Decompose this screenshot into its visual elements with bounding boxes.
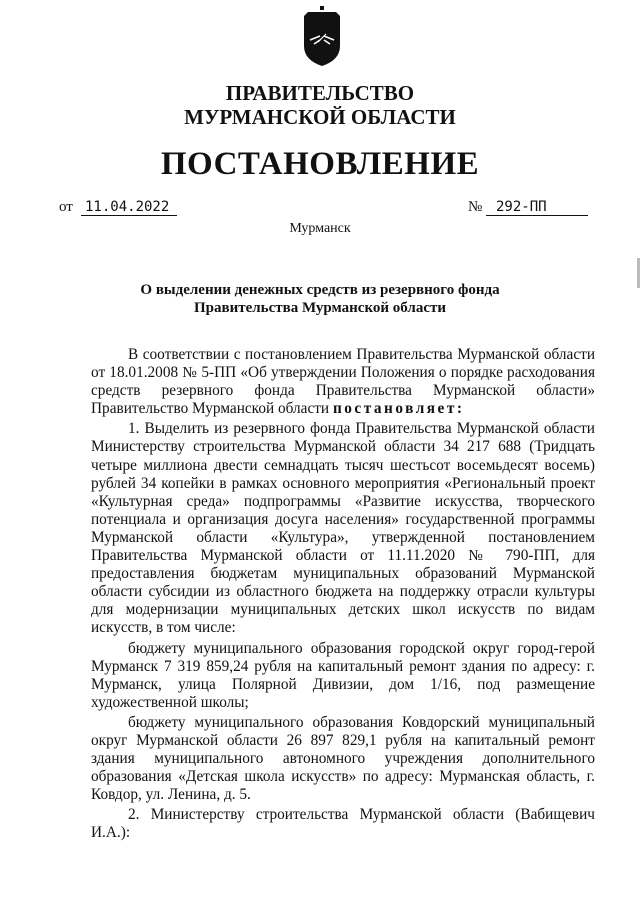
document-type: ПОСТАНОВЛЕНИЕ xyxy=(160,146,480,182)
subject-line2: Правительства Мурманской области xyxy=(193,300,447,316)
paragraph-preamble xyxy=(91,346,595,418)
coat-of-arms-icon xyxy=(300,6,344,68)
document-number-value: 292-ПП xyxy=(486,199,588,216)
date-prefix: от xyxy=(59,199,73,215)
paragraph-item-1: 1. Выделить из резервного фонда Правительства Мурманской области Министерству строительства Мурманской области 34 217 688 (Тридцать четыре миллиона двести семнадцать тысяч шестьсот восемьдесят восемь) рублей 34 копейки в рамках основного мероприятия «Региональный проект «Культурная среда» подпрограммы «Развитие искусства, творческого потенциала и организация досуга населения» государственной программы Мурманской области «Культура», утвержденной постановлением Правительства Мурманской области от 11.11.2020 № 790-ПП, для предоставления бюджетам муниципальных образований Мурманской области субсидии из областного бюджета на поддержку отрасли культуры для модернизации муниципальных детских школ искусств по видам искусств, в том числе: xyxy=(91,420,595,637)
decree-word: постановляет: xyxy=(332,400,465,418)
number-prefix: № xyxy=(468,199,483,215)
document-body xyxy=(91,346,595,845)
paragraph-item-2: 2. Министерству строительства Мурманской области (Вабищевич И.А.): xyxy=(91,806,595,842)
document-date-value: 11.04.2022 xyxy=(81,199,177,216)
paragraph-murmansk: бюджету муниципального образования городской округ город-герой Мурманск 7 319 859,24 рубля на капитальный ремонт здания по адресу: г. Мурманск, улица Полярной Дивизии, дом 1/16, под размещение художественной школы; xyxy=(91,639,595,711)
document-date xyxy=(81,199,177,216)
paragraph-kovdor: бюджету муниципального образования Ковдорский муниципальный округ Мурманской области 26 897 829,1 рубля на капитальный ремонт здания муниципального автономного учреждения дополнительного образования «Детская школа искусств» по адресу: Мурманская область, г. Ковдор, ул. Ленина, д. 5. xyxy=(91,713,595,804)
subject-line1: О выделении денежных средств из резервного фонда xyxy=(140,282,500,298)
preamble-text: В соответствии с постановлением Правительства Мурманской области от 18.01.2008 № 5-ПП «Об утверждении Положения о порядке расходования средств резервного фонда Правительства Мурманской области» Правительство Мурманской области xyxy=(91,346,595,418)
document-number xyxy=(486,199,588,216)
org-name-line2: МУРМАНСКОЙ ОБЛАСТИ xyxy=(184,105,456,129)
city: Мурманск xyxy=(289,221,351,236)
org-name-line1: ПРАВИТЕЛЬСТВО xyxy=(225,81,415,105)
